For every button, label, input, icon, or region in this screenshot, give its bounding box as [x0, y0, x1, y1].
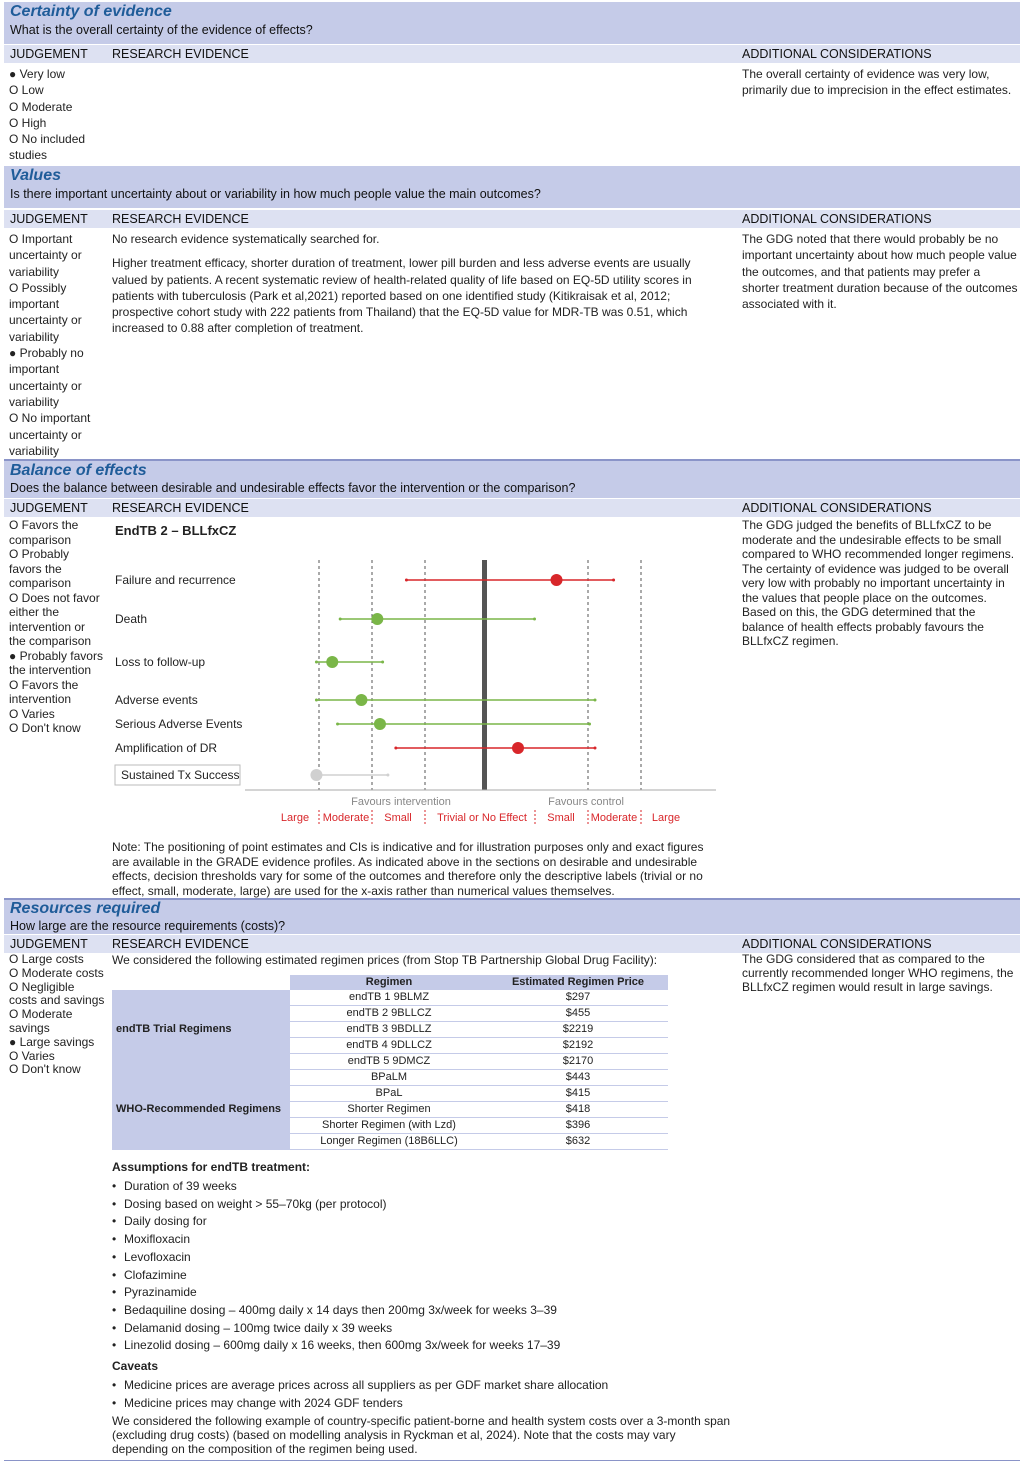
outcome-label: Serious Adverse Events — [115, 717, 243, 731]
option-no-studies[interactable]: O No included studies — [9, 132, 86, 163]
option-high[interactable]: O High — [9, 115, 47, 130]
point-estimate — [326, 656, 338, 668]
research-header: RESEARCH EVIDENCE — [112, 501, 249, 515]
outcome-label: Loss to follow-up — [115, 655, 206, 669]
favours-control-label: Favours control — [548, 796, 624, 808]
option-very-low[interactable]: ● Very low — [9, 67, 65, 81]
outcome-label: Amplification of DR — [115, 741, 218, 755]
regimen-header: Regimen — [290, 975, 488, 990]
balance-title: Balance of effects — [10, 462, 147, 479]
assumption-item: • Dosing based on weight > 55–70kg (per protocol) — [124, 1196, 732, 1214]
x-scale-label: Large — [280, 812, 310, 824]
ci-end — [336, 723, 339, 726]
x-scale-label: Moderate — [322, 812, 370, 824]
ci-end — [386, 774, 389, 777]
option-moderate[interactable]: O Moderate — [9, 99, 73, 114]
favours-intervention-label: Favours intervention — [351, 796, 451, 808]
regimen-name: BPaL — [290, 1086, 488, 1102]
resources-question: How large are the resource requirements (costs)? — [10, 919, 286, 933]
assumption-item: • Pyrazinamide — [124, 1284, 732, 1302]
point-estimate — [512, 742, 524, 754]
price-table-header — [112, 975, 668, 990]
assumption-item: • Linezolid dosing – 600mg daily x 16 weeks, then 600mg 3x/week for weeks 17–39 — [124, 1337, 732, 1355]
regimen-price: $418 — [488, 1102, 668, 1118]
ci-end — [594, 699, 597, 702]
closing-text: We considered the following example of country-specific patient-borne and health system costs over a 3-month span (excluding drug costs) (based on modelling analysis in Ryckman et al, 2024). Note that the costs may vary depending on the composition of the regimen being used. — [112, 1414, 731, 1457]
regimen-price: $632 — [488, 1134, 668, 1150]
assumption-item: • Delamanid dosing – 100mg twice daily x 39 weeks — [124, 1320, 732, 1338]
judgement-header: JUDGEMENT — [10, 937, 88, 951]
outcome-row — [115, 717, 591, 731]
option-moderate-savings[interactable]: O Moderate savings — [9, 1007, 73, 1035]
judgement-header: JUDGEMENT — [10, 47, 88, 61]
assumption-item: • Bedaquiline dosing – 400mg daily x 14 days then 200mg 3x/week for weeks 3–39 — [124, 1302, 732, 1320]
outcome-label: Death — [115, 612, 148, 626]
option-favors-intervention[interactable]: O Favors the intervention — [9, 677, 79, 706]
regimen-name: endTB 1 9BLMZ — [290, 990, 488, 1006]
option-probably-favors-comparison[interactable]: O Probably favors the comparison — [9, 547, 72, 590]
chart-title: EndTB 2 – BLLfxCZ — [115, 523, 237, 538]
price-table — [112, 975, 668, 1150]
ci-end — [394, 747, 397, 750]
point-estimate — [371, 613, 383, 625]
balance-judgement — [9, 518, 105, 736]
x-scale-label: Small — [384, 812, 412, 824]
additional-header: ADDITIONAL CONSIDERATIONS — [742, 212, 932, 226]
ci-end — [315, 661, 318, 664]
regimen-price: $415 — [488, 1086, 668, 1102]
outcome-row — [115, 612, 536, 626]
outcome-row — [115, 573, 615, 587]
regimen-price: $455 — [488, 1006, 668, 1022]
caveat-item: • Medicine prices are average prices across all suppliers as per GDF market share allocation — [124, 1377, 732, 1395]
option-probably-favors-intervention[interactable]: ● Probably favors the intervention — [9, 648, 103, 677]
option-probably-no-important[interactable]: ● Probably no important uncertainty or variability — [9, 346, 84, 409]
regimen-price: $396 — [488, 1118, 668, 1134]
option-large-savings[interactable]: ● Large savings — [9, 1034, 95, 1049]
ci-end — [612, 579, 615, 582]
certainty-header — [4, 2, 1020, 44]
option-does-not-favor[interactable]: O Does not favor either the intervention or the comparison — [9, 590, 100, 648]
judgement-header: JUDGEMENT — [10, 501, 88, 515]
table-row — [112, 990, 668, 1006]
x-scale-label: Trivial or No Effect — [437, 812, 527, 824]
assumption-item: • Duration of 39 weeks — [124, 1178, 732, 1196]
regimen-price: $2170 — [488, 1054, 668, 1070]
option-no-important[interactable]: O No important uncertainty or variability — [9, 411, 91, 458]
values-additional: The GDG noted that there would probably be no important uncertainty about how much people value the outcomes, and that patients may prefer a shorter treatment duration because of the outcomes associated with it. — [742, 232, 1018, 312]
option-low[interactable]: O Low — [9, 83, 44, 98]
ci-end — [594, 747, 597, 750]
assumption-item: • Levofloxacin — [124, 1249, 732, 1267]
caveats-title: Caveats — [112, 1359, 159, 1374]
assumption-item: • Moxifloxacin — [124, 1231, 732, 1249]
outcome-row — [115, 765, 389, 785]
caveat-item: • Medicine prices may change with 2024 GDF tenders — [124, 1395, 732, 1413]
outcome-label: Adverse events — [115, 693, 198, 707]
ci-end — [381, 661, 384, 664]
option-dont-know[interactable]: O Don't know — [9, 1062, 81, 1077]
point-estimate — [374, 718, 386, 730]
certainty-title: Certainty of evidence — [10, 3, 172, 20]
price-header: Estimated Regimen Price — [488, 975, 668, 990]
divider — [4, 1460, 1020, 1461]
assumption-item: • Daily dosing for — [124, 1213, 732, 1231]
regimen-price: $443 — [488, 1070, 668, 1086]
resources-additional: The GDG considered that as compared to the currently recommended longer WHO regimens, the BLLfxCZ regimen would result in large savings. — [742, 952, 1014, 994]
additional-header: ADDITIONAL CONSIDERATIONS — [742, 47, 932, 61]
values-research-p1: No research evidence systematically searched for. — [112, 232, 380, 246]
option-varies[interactable]: O Varies — [9, 1048, 55, 1063]
regimen-name: Shorter Regimen — [290, 1102, 488, 1118]
values-question: Is there important uncertainty about or variability in how much people value the main outcomes? — [10, 187, 541, 201]
ci-end — [533, 618, 536, 621]
values-research-p2: Higher treatment efficacy, shorter duration of treatment, lower pill burden and less adverse events are usually valued by patients. A recent systematic review of health-related quality of life based on EQ-5D utility scores in patients with tuberculosis (Park et al,2021) reported based on one identified study (Kitikraisak et al, 2012; prospective cohort study with 222 patients from Thailand) that the EQ-5D value for MDR-TB was 0.51, which increased to 0.88 after completion of treatment. — [112, 256, 692, 336]
regimen-name: BPaLM — [290, 1070, 488, 1086]
balance-question: Does the balance between desirable and undesirable effects favor the intervention or the comparison? — [10, 481, 576, 495]
balance-note: Note: The positioning of point estimates and CIs is indicative and for illustration purposes only and exact figures are available in the GRADE evidence profiles. As indicated above in the sections on desirable and undesirable effects, decision thresholds vary for some of the outcomes and therefore only the descriptive labels (trivial or no effect, small, moderate, large) are used for the x-axis rather than numerical values themselves. — [112, 840, 704, 898]
option-negligible[interactable]: O Negligible costs and savings — [9, 979, 105, 1008]
regimen-name: endTB 2 9BLLCZ — [290, 1006, 488, 1022]
additional-header: ADDITIONAL CONSIDERATIONS — [742, 501, 932, 515]
resources-judgement — [9, 953, 105, 1077]
certainty-column-headers — [4, 45, 1020, 63]
outcome-label: Sustained Tx Success — [121, 768, 240, 782]
resources-intro: We considered the following estimated regimen prices (from Stop TB Partnership Global Drug Facility): — [112, 953, 658, 967]
certainty-additional: The overall certainty of evidence was very low, primarily due to imprecision in the effect estimates. — [742, 67, 1012, 98]
regimen-name: endTB 3 9BDLLZ — [290, 1022, 488, 1038]
option-varies[interactable]: O Varies — [9, 706, 55, 721]
regimen-price: $297 — [488, 990, 668, 1006]
resources-header — [4, 900, 1020, 934]
option-favors-comparison[interactable]: O Favors the comparison — [9, 518, 79, 547]
resources-title: Resources required — [10, 900, 161, 917]
x-scale-label: Large — [651, 812, 681, 824]
values-research — [112, 231, 722, 345]
values-column-headers — [4, 210, 1020, 228]
assumption-item: • Clofazimine — [124, 1267, 732, 1285]
research-header: RESEARCH EVIDENCE — [112, 47, 249, 61]
values-title: Values — [10, 167, 61, 184]
no-effect-line — [482, 560, 487, 790]
balance-column-headers — [4, 499, 1020, 517]
ci-end — [339, 618, 342, 621]
research-header: RESEARCH EVIDENCE — [112, 212, 249, 226]
regimen-price: $2219 — [488, 1022, 668, 1038]
ci-end — [588, 723, 591, 726]
option-moderate-costs[interactable]: O Moderate costs — [9, 965, 104, 980]
regimen-name: endTB 5 9DMCZ — [290, 1054, 488, 1070]
regimen-name: Longer Regimen (18B6LLC) — [290, 1134, 488, 1150]
certainty-judgement — [9, 66, 105, 164]
ci-end — [405, 579, 408, 582]
values-judgement — [9, 231, 105, 459]
ci-end — [315, 699, 318, 702]
assumptions-title: Assumptions for endTB treatment: — [112, 1160, 311, 1174]
outcome-row — [115, 741, 597, 755]
option-large-costs[interactable]: O Large costs — [9, 952, 84, 966]
outcome-row — [115, 693, 597, 707]
point-estimate — [310, 769, 322, 781]
point-estimate — [551, 574, 563, 586]
additional-header: ADDITIONAL CONSIDERATIONS — [742, 937, 932, 951]
balance-additional: The GDG judged the benefits of BLLfxCZ to be moderate and the undesirable effects to be small compared to WHO recommended longer regimens. The certainty of evidence was judged to be overall very low with probably no important uncertainty in the values that people place on the outcomes. Based on this, the GDG determined that the balance of health effects probably favours the BLLfxCZ regimen. — [742, 518, 1015, 648]
x-scale-label: Moderate — [590, 812, 638, 824]
caveats-list — [112, 1377, 732, 1412]
point-estimate — [355, 694, 367, 706]
regimen-name: endTB 4 9DLLCZ — [290, 1038, 488, 1054]
resources-column-headers — [4, 935, 1020, 953]
outcome-label: Failure and recurrence — [115, 573, 236, 587]
outcome-row — [115, 655, 384, 669]
balance-header — [4, 461, 1020, 498]
research-header: RESEARCH EVIDENCE — [112, 937, 249, 951]
assumptions-list — [112, 1178, 732, 1355]
option-important-uncertainty[interactable]: O Important uncertainty or variability — [9, 232, 82, 279]
x-scale-label: Small — [547, 812, 575, 824]
option-dont-know[interactable]: O Don't know — [9, 721, 81, 735]
endtb-group-label: endTB Trial Regimens — [112, 990, 290, 1070]
regimen-price: $2192 — [488, 1038, 668, 1054]
option-possibly-important[interactable]: O Possibly important uncertainty or variability — [9, 280, 82, 344]
regimen-name: Shorter Regimen (with Lzd) — [290, 1118, 488, 1134]
judgement-header: JUDGEMENT — [10, 212, 88, 226]
certainty-question: What is the overall certainty of the evidence of effects? — [10, 23, 313, 37]
values-header — [4, 166, 1020, 208]
who-group-label: WHO-Recommended Regimens — [112, 1070, 290, 1150]
balance-chart — [108, 518, 728, 828]
table-row — [112, 1070, 668, 1086]
assumptions-section — [112, 1158, 732, 1456]
